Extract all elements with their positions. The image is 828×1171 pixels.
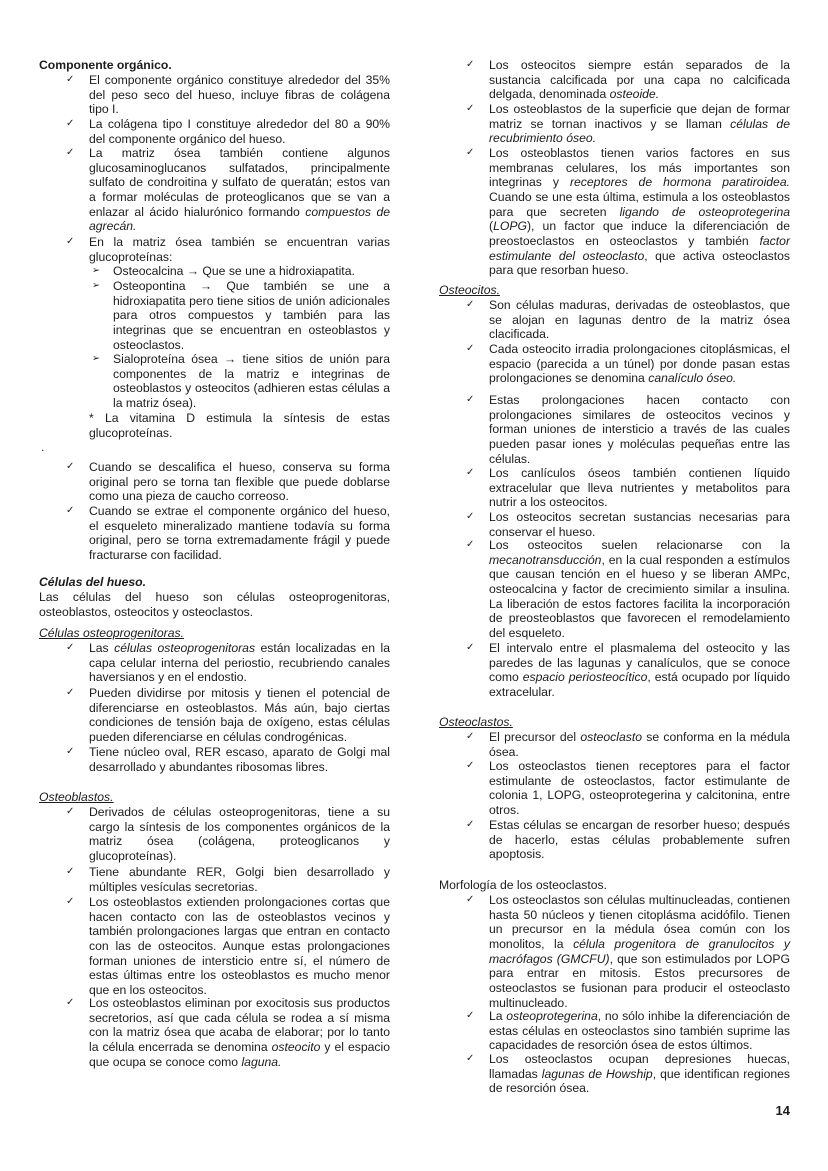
list-item [66, 996, 390, 1069]
check-bullet-icon: ✓ [466, 731, 475, 742]
item-text: Los osteocitos suelen relacionarse con la [489, 538, 790, 552]
item-text-emphasis: osteoprotegerina [506, 1009, 598, 1023]
item-text: La colágena tipo I constituye alrededor del 80 a 90% del componente orgánico del hueso. [89, 117, 390, 146]
vitamin-d-note: * La vitamina D estimula la síntesis de estas glucoproteínas. [89, 411, 390, 440]
item-text: Estas células se encargan de resorber hueso; después de hacerlo, estas células probablemente sufren apoptosis. [489, 818, 790, 862]
item-text-emphasis: factor estimulante del osteoclasto [489, 233, 790, 263]
section-heading-osteoprogenitor-cells: Células osteoprogenitoras. [39, 626, 184, 640]
item-text: ( [489, 219, 494, 234]
page-number: 14 [775, 1103, 790, 1118]
item-text: están localizadas en la capa celular interna del periostio, recubriendo canales haversianos y en el endostio. [89, 641, 390, 685]
item-text: Estas prolongaciones hacen contacto con prolongaciones similares de osteocitos vecinos y forman uniones de intersticio a través de las cuales pueden pasar iones y moléculas pequeñas entre las células. [489, 393, 790, 466]
item-text: Los osteoblastos extienden prolongaciones cortas que hacen contacto con las de osteoblastos vecinos y también prolongaciones largas que entran en contacto con las de osteocitos. Aunque estas prolongaciones forman uniones de intersticio entre sí, el número de estas últimas entre los osteoblastos es mucho menor que en los osteocitos. [89, 895, 390, 997]
list-item [66, 235, 390, 264]
item-text: , en la cual responden a estímulos que causan tención en el hueso y se liberan AMPc, osteocalcina y factor de crecimiento similar a insulina. La liberación de estos factores facilita la incorporación de preosteoblastos que favorecen el remodelamiento del esqueleto. [489, 552, 790, 640]
check-bullet-icon: ✓ [466, 511, 475, 522]
section-heading-osteoclast-morphology: Morfología de los osteoclastos. [439, 878, 608, 892]
check-bullet-icon: ✓ [66, 866, 75, 877]
item-text: Son células maduras, derivadas de osteoblastos, que se alojan en lagunas dentro de la matriz ósea clacificada. [489, 298, 790, 342]
check-bullet-icon: ✓ [466, 467, 475, 478]
item-text: El precursor del [489, 730, 581, 744]
item-text: se conforma en la médula ósea. [489, 730, 791, 759]
arrow-bullet-icon: ➢ [92, 280, 100, 291]
check-bullet-icon: ✓ [466, 394, 475, 405]
check-bullet-icon: ✓ [466, 147, 475, 158]
list-item [466, 510, 790, 539]
item-text: La [489, 1009, 507, 1023]
check-bullet-icon: ✓ [466, 59, 475, 70]
list-item [66, 117, 390, 146]
item-text-emphasis: mecanotransducción [489, 552, 602, 567]
check-bullet-icon: ✓ [466, 1010, 475, 1021]
arrow-bullet-icon: ➢ [92, 353, 100, 364]
check-bullet-icon: ✓ [66, 896, 75, 907]
item-text-emphasis: laguna. [241, 1054, 282, 1069]
sub-list-item [92, 279, 390, 352]
item-text-emphasis: osteocito [271, 1039, 321, 1054]
list-item [466, 1009, 790, 1053]
check-bullet-icon: ✓ [66, 236, 75, 247]
list-item [466, 102, 790, 146]
item-text: La matriz ósea también contiene algunos glucosaminoglucanos sulfatados, principalmente sulfato de condroitina y sulfato de queratán; estos van a formar moléculas de proteoglicanos que se van a enlazar al ácido hialurónico formando [89, 146, 390, 219]
item-text-emphasis: lagunas de Howship [541, 1066, 653, 1081]
stray-period-mark: . [41, 440, 45, 454]
list-item [466, 893, 790, 1010]
list-item [466, 759, 790, 818]
item-text: Osteocalcina → Que se une a hidroxiapatita. [113, 264, 355, 278]
check-bullet-icon: ✓ [66, 997, 75, 1008]
item-text-emphasis: células osteoprogenitoras [114, 641, 256, 655]
item-text: Cuando se descalifica el hueso, conserva su forma original pero se torna tan flexible que puede doblarse como una pieza de caucho correoso. [89, 460, 390, 504]
item-text: Los osteoclastos ocupan depresiones huecas, llamadas [489, 1052, 790, 1081]
sub-list-item [92, 264, 390, 279]
item-text: , no sólo inhibe la diferenciación de estas células en osteoclastos sino también suprime las capacidades de resorción ósea de estos últimos. [489, 1009, 790, 1053]
list-item [466, 146, 790, 278]
item-text-emphasis: espacio periosteocítico [522, 670, 648, 685]
item-text: Los osteocitos secretan sustancias necesarias para conservar el hueso. [489, 510, 790, 539]
list-item [466, 342, 790, 386]
item-text: , que son estimulados por LOPG para entrar en mitosis. Estos precursores de osteoclastos se fusionan para producir el osteoclasto multinucleado. [489, 951, 790, 1010]
item-text: Las [89, 641, 115, 655]
check-bullet-icon: ✓ [466, 539, 475, 550]
check-bullet-icon: ✓ [466, 1053, 475, 1064]
check-bullet-icon: ✓ [466, 819, 475, 830]
check-bullet-icon: ✓ [66, 74, 75, 85]
item-text-emphasis: compuestos de agrecán. [89, 204, 390, 234]
item-text-emphasis: LOPG [493, 219, 527, 234]
item-text: Derivados de células osteoprogenitoras, tiene a su cargo la síntesis de los componentes orgánicos de la matriz ósea (colágena, proteoglicanos y glucoproteínas). [89, 805, 390, 863]
item-text: Los osteocitos siempre están separados de la sustancia calcificada por una capa no calcificada delgada, denominada [489, 58, 790, 102]
item-text-emphasis: células de recubrimiento óseo. [489, 116, 790, 146]
list-item [66, 686, 390, 745]
check-bullet-icon: ✓ [466, 343, 475, 354]
list-item [66, 895, 390, 998]
list-item [466, 58, 790, 102]
list-item [66, 745, 390, 774]
item-text: Osteopontina → Que también se une a hidroxiapatita pero tiene sitios de unión adicionales para otros compuestos y también para las integrinas que se encuentran en osteoblastos y osteoclastos. [113, 279, 390, 352]
check-bullet-icon: ✓ [466, 642, 475, 653]
item-text: Los osteoclastos son células multinucleadas, contienen hasta 50 núcleos y tienen citoplásma acidófilo. Tienen un precursor en la médula ósea común con los monolitos, la [489, 893, 790, 951]
check-bullet-icon: ✓ [66, 147, 75, 158]
item-text: En la matriz ósea también se encuentran varias glucoproteínas: [89, 235, 390, 264]
section-heading-organic-component: Componente orgánico. [39, 58, 172, 72]
check-bullet-icon: ✓ [466, 894, 475, 905]
list-item [66, 805, 390, 864]
list-item [466, 641, 790, 700]
item-text: , que activa osteoclastos para que resorban hueso. [489, 248, 790, 278]
check-bullet-icon: ✓ [466, 103, 475, 114]
check-bullet-icon: ✓ [66, 505, 75, 516]
check-bullet-icon: ✓ [66, 461, 75, 472]
item-text: , que identifican regiones de resorción ósea. [489, 1066, 791, 1096]
section-heading-bone-cells: Células del hueso. [39, 575, 147, 589]
item-text: ), un factor que induce la diferenciación de preostoeclastos en osteoclastos y también [489, 219, 790, 248]
item-text: Los osteoblastos eliminan por exocitosis sus productos secretorios, así que cada célula se rodea a sí misma con la matriz ósea que acaba de elaborar; por lo tanto la célula encerrada se denomina [89, 996, 390, 1054]
section-heading-osteoclasts: Osteoclastos. [439, 715, 513, 729]
list-item [66, 865, 390, 894]
list-item [66, 146, 390, 234]
arrow-bullet-icon: ➢ [92, 265, 100, 276]
check-bullet-icon: ✓ [66, 746, 75, 757]
item-text: Los osteoclastos tienen receptores para el factor estimulante de osteoclastos, factor estimulante de colonia 1, LOPG, osteoprotegerina y calcitonina, entre otros. [489, 759, 790, 817]
list-item [66, 504, 390, 563]
check-bullet-icon: ✓ [66, 118, 75, 129]
list-item [466, 466, 790, 510]
item-text-emphasis: osteoclasto [580, 730, 643, 744]
item-text: Los osteoblastos de la superficie que dejan de formar matriz se tornan inactivos y se llaman [489, 102, 790, 131]
list-item [466, 298, 790, 342]
list-item [466, 393, 790, 466]
item-text: , está ocupado por líquido extracelular. [489, 670, 790, 699]
check-bullet-icon: ✓ [66, 642, 75, 653]
check-bullet-icon: ✓ [466, 299, 475, 310]
item-text-emphasis: ligando de osteoprotegerina [619, 204, 790, 219]
item-text: Tiene abundante RER, Golgi bien desarrollado y múltiples vesículas secretorias. [89, 865, 390, 894]
item-text-emphasis: célula progenitora de granulocitos y macrófagos (GMCFU) [489, 936, 790, 966]
list-item [66, 73, 390, 117]
item-text-emphasis: osteoide. [609, 87, 660, 102]
check-bullet-icon: ✓ [466, 760, 475, 771]
item-text: El componente orgánico constituye alrededor del 35% del peso seco del hueso, incluye fibras de colágena tipo I. [89, 73, 390, 117]
item-text-emphasis: canalículo óseo. [648, 371, 737, 386]
item-text: Cada osteocito irradia prolongaciones citoplásmicas, el espacio (parecida a un túnel) por donde pasan estas prolongaciones se denomina [489, 342, 790, 386]
item-text: Los canlículos óseos también contienen líquido extracelular que lleva nutrientes y metabolitos para nutrir a los osteocitos. [489, 466, 790, 510]
section-heading-osteocytes: Osteocitos. [439, 283, 500, 297]
item-text: El intervalo entre el plasmalema del osteocito y las paredes de las lagunas y canalículos, que se conoce como [489, 641, 790, 685]
item-text: Tiene núcleo oval, RER escaso, aparato de Golgi mal desarrollado y abundantes ribosomas libres. [89, 745, 390, 774]
item-text: Sialoproteína ósea → tiene sitios de unión para componentes de la matriz e integrinas de osteoblastos y osteocitos (adhieren estas células a la matriz ósea). [113, 352, 390, 410]
list-item [466, 1052, 791, 1096]
item-text: y el espacio que ocupa se conoce como [89, 1039, 390, 1069]
item-text-emphasis: receptores de hormona paratiroidea. [569, 175, 790, 190]
item-text: Los osteoblastos tienen varios factores en sus membranas celulares, los más importantes son integrinas y [489, 146, 790, 190]
bone-cells-intro: Las células del hueso son células osteoprogenitoras, osteoblastos, osteocitos y osteoclastos. [39, 590, 390, 619]
item-text: Cuando se une esta última, estimula a los osteoblastos para que secreten [489, 189, 790, 219]
list-item [466, 730, 791, 759]
item-text: Pueden dividirse por mitosis y tienen el potencial de diferenciarse en osteoblastos. Más aún, bajo ciertas condiciones de tensión baja de oxígeno, estas células pueden diferenciarse en células condrogénicas. [89, 686, 390, 744]
sub-list-item [92, 352, 390, 411]
check-bullet-icon: ✓ [66, 806, 75, 817]
item-text: Cuando se extrae el componente orgánico del hueso, el esqueleto mineralizado mantiene todavía su forma original, pero se torna extremadamente frágil y puede fracturarse con facilidad. [89, 504, 390, 562]
section-heading-osteoblasts: Osteoblastos. [39, 790, 114, 804]
list-item [466, 818, 790, 862]
check-bullet-icon: ✓ [66, 687, 75, 698]
list-item [66, 641, 390, 685]
list-item [466, 538, 790, 641]
list-item [66, 460, 390, 504]
